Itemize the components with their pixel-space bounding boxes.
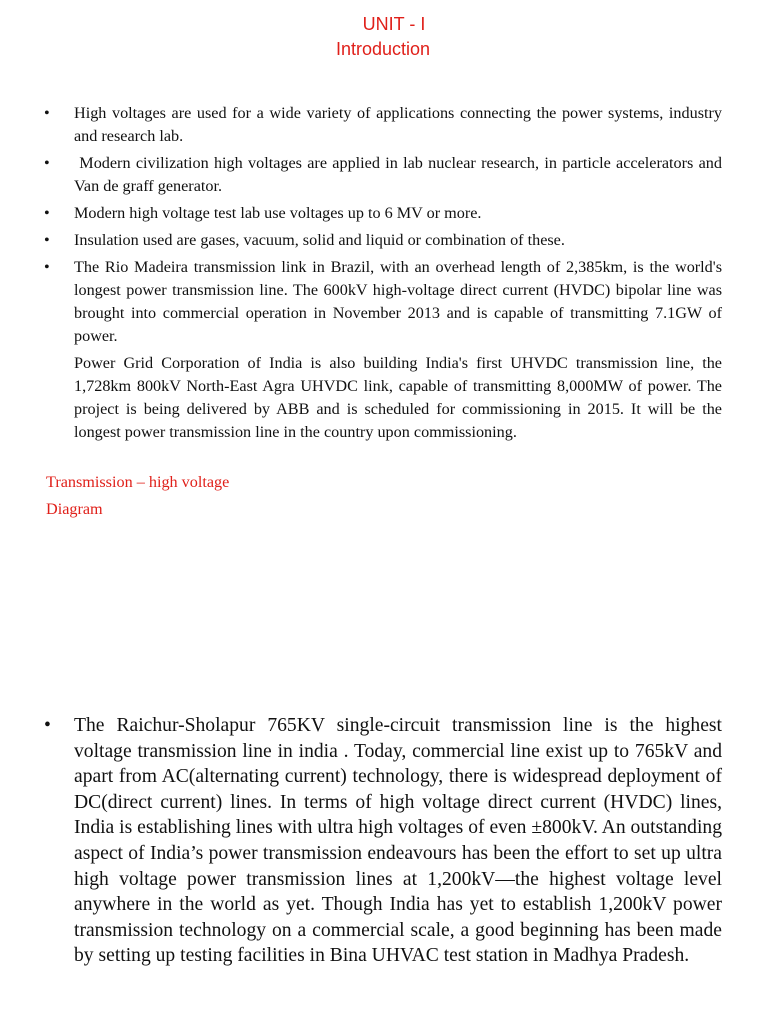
list-item-text: Modern high voltage test lab use voltages up to 6 MV or more. — [74, 204, 482, 222]
raichur-section — [44, 713, 722, 969]
list-item — [44, 229, 722, 252]
list-item-text: The Rio Madeira transmission link in Brazil, with an overhead length of 2,385km, is the world's longest power transmission line. The 600kV high-voltage direct current (HVDC) bipolar line was brought into commercial operation in November 2013 and is capable of transmitting 7.1GW of power. — [74, 258, 722, 345]
list-item-text: Modern civilization high voltages are applied in lab nuclear research, in particle accelerators and Van de graff generator. — [74, 154, 726, 195]
bullet-icon: • — [44, 231, 50, 249]
list-item — [44, 102, 722, 148]
intro-section — [44, 102, 726, 444]
bullet-icon: • — [44, 104, 50, 122]
list-item-text: The Raichur-Sholapur 765KV single-circuit transmission line is the highest voltage transmission line in india . Today, commercial line exist up to 765kV and apart from AC(alternating current) technology, there is widespread deployment of DC(direct current) lines. In terms of high voltage direct current (HVDC) lines, India is establishing lines with ultra high voltages of even ±800kV. An outstanding aspect of India’s power transmission endeavours has been the effort to set up ultra high voltage power transmission lines at 1,200kV—the highest voltage level anywhere in the world as yet. Though India has yet to establish 1,200kV power transmission technology on a commercial scale, a good beginning has been made by setting up testing facilities in Bina UHVAC test station in Madhya Pradesh. — [74, 715, 722, 967]
list-item — [44, 713, 722, 969]
list-item — [44, 202, 722, 225]
bullet-icon: • — [44, 715, 51, 736]
list-item — [44, 256, 722, 348]
bullet-icon: • — [44, 204, 50, 222]
power-grid-paragraph: Power Grid Corporation of India is also building India's first UHVDC transmission line, the 1,728km 800kV North-East Agra UHVDC link, capable of transmitting 8,000MW of power. The project is being delivered by ABB and is scheduled for commissioning in 2015. It will be the longest power transmission line in the country upon commissioning. — [74, 354, 722, 441]
diagram-heading: Diagram — [46, 500, 103, 518]
transmission-heading: Transmission – high voltage — [46, 473, 230, 491]
list-item-text: Insulation used are gases, vacuum, solid and liquid or combination of these. — [74, 231, 565, 249]
list-item — [44, 152, 726, 198]
bullet-list — [44, 102, 726, 348]
unit-title: UNIT - I — [362, 14, 426, 34]
bullet-icon: • — [44, 154, 50, 172]
list-item-text: High voltages are used for a wide variety of applications connecting the power systems, industry and research lab. — [74, 104, 722, 145]
bullet-icon: • — [44, 258, 50, 276]
page-title: Introduction — [335, 39, 431, 59]
